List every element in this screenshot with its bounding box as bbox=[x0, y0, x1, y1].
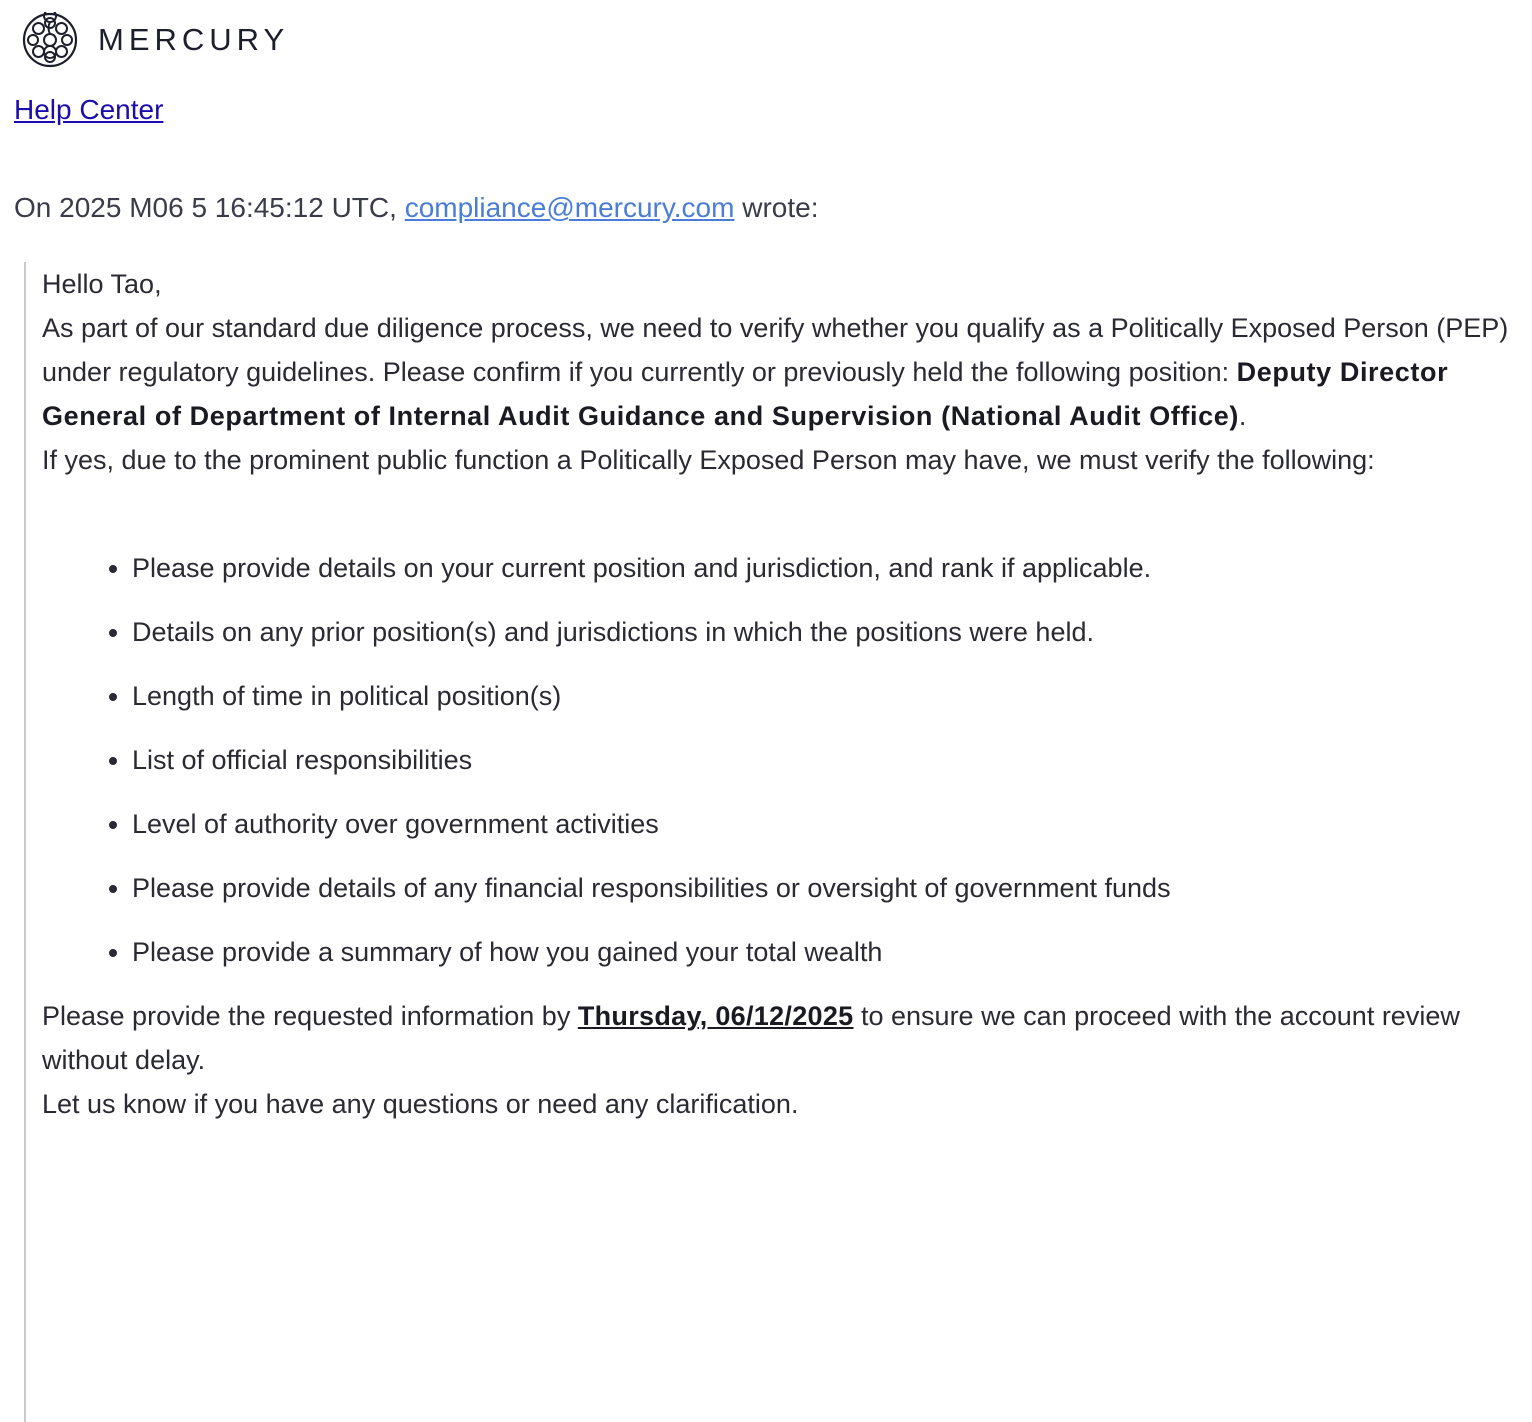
mercury-logo-icon bbox=[22, 12, 78, 68]
list-item: • Level of authority over government activities bbox=[132, 802, 1514, 846]
quote-attribution bbox=[14, 192, 818, 224]
attribution-suffix: wrote: bbox=[734, 192, 819, 223]
quoted-message bbox=[24, 262, 1514, 1422]
verification-list bbox=[42, 546, 1514, 974]
deadline-date: Thursday, 06/12/2025 bbox=[577, 1001, 854, 1031]
intro-text: As part of our standard due diligence process, we need to verify whether you qualify as a Politically Exposed Person (PEP) under regulatory guidelines. Please confirm if you currently or previously held the following position: bbox=[42, 313, 1509, 387]
greeting: Hello Tao, bbox=[42, 269, 162, 299]
intro-paragraph bbox=[42, 306, 1514, 438]
list-item: • Details on any prior position(s) and jurisdictions in which the positions were held. bbox=[132, 610, 1514, 654]
intro-end: . bbox=[1238, 401, 1247, 431]
position-title: Deputy Director General of Department of Internal Audit Guidance and Supervision (National Audit Office) bbox=[42, 357, 1449, 431]
attribution-prefix: On 2025 M06 5 16:45:12 UTC, bbox=[14, 192, 405, 223]
list-item: • Please provide details on your current position and jurisdiction, and rank if applicable. bbox=[132, 546, 1514, 590]
closing-paragraph: Let us know if you have any questions or need any clarification. bbox=[42, 1089, 799, 1119]
deadline-paragraph bbox=[42, 994, 1514, 1082]
list-item: • Please provide a summary of how you gained your total wealth bbox=[132, 930, 1514, 974]
list-item: • List of official responsibilities bbox=[132, 738, 1514, 782]
list-item: • Length of time in political position(s) bbox=[132, 674, 1514, 718]
list-item: • Please provide details of any financial responsibilities or oversight of government funds bbox=[132, 866, 1514, 910]
if-yes-paragraph: If yes, due to the prominent public function a Politically Exposed Person may have, we must verify the following: bbox=[42, 445, 1375, 475]
help-center-link[interactable]: Help Center bbox=[14, 94, 164, 125]
deadline-suffix: to ensure we can proceed with the account review without delay. bbox=[42, 1001, 1460, 1075]
deadline-prefix: Please provide the requested information by bbox=[42, 1001, 578, 1031]
email-header bbox=[22, 12, 289, 68]
brand-name: MERCURY bbox=[98, 22, 290, 57]
sender-email-link[interactable]: compliance@mercury.com bbox=[404, 192, 735, 223]
